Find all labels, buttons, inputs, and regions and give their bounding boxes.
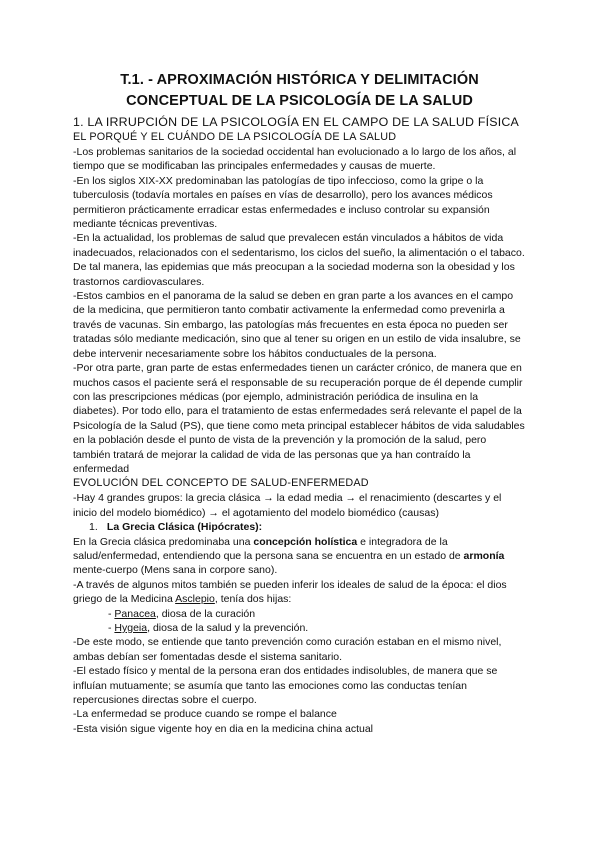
text-run: En la Grecia clásica predominaba una	[73, 535, 254, 548]
section-1-heading: 1. LA IRRUPCIÓN DE LA PSICOLOGÍA EN EL CAMPO DE LA SALUD FÍSICA	[73, 115, 519, 129]
list-item	[73, 607, 526, 621]
paragraph: -De este modo, se entiende que tanto prevención como curación estaban en el mismo nivel, ambas debían ser fomentadas desde el sistema sanitario.	[73, 636, 502, 663]
text-run: e integradora de la salud/enfermedad, entendiendo que la persona sana se encuentra en un estado de	[73, 535, 464, 562]
document-title	[73, 70, 526, 112]
section-2-subheading: EVOLUCIÓN DEL CONCEPTO DE SALUD-ENFERMEDAD	[73, 477, 369, 490]
paragraph: -Esta visión sigue vigente hoy en dia en la medicina china actual	[73, 722, 374, 735]
bullet-dash: -	[108, 607, 115, 620]
bold-term: armonía	[463, 549, 505, 562]
item-colon: :	[258, 521, 263, 534]
paragraph: -El estado físico y mental de la persona eran dos entidades indisolubles, de manera que se influían mutuamente; se asumía que tanto las emociones como las conductas tenían repercusiones directas sobre el cuerpo.	[73, 665, 498, 707]
section-1-subheading: EL PORQUÉ Y EL CUÁNDO DE LA PSICOLOGÍA DE LA SALUD	[73, 131, 397, 143]
paragraph: -Hay 4 grandes grupos: la grecia clásica → la edad media → el renacimiento (descartes y el inicio del modelo biomédico) → el agotamiento del modelo biomédico (causas)	[73, 492, 502, 519]
title-line-2: CONCEPTUAL DE LA PSICOLOGÍA DE LA SALUD	[126, 93, 473, 109]
text-run: , diosa de la salud y la prevención.	[147, 622, 309, 634]
bullet-dash: -	[108, 622, 115, 634]
paragraph	[73, 578, 526, 607]
item-label: La Grecia Clásica (Hipócrates)	[106, 521, 259, 534]
paragraph	[73, 535, 526, 578]
text-run: , tenía dos hijas:	[214, 593, 292, 606]
paragraph: -La enfermedad se produce cuando se rompe el balance	[73, 708, 337, 721]
asclepio-link[interactable]: Asclepio	[175, 593, 215, 606]
bold-term: concepción holística	[253, 535, 358, 548]
paragraph: -Por otra parte, gran parte de estas enfermedades tienen un carácter crónico, de manera que en muchos casos el paciente será el responsable de su recuperación porque de él depende cumplir con las prescripciones médicas (por ejemplo, administración periódica de insulina en la diabetes). Por todo ello, para el tratamiento de estas enfermedades será relevante el papel de la Psicología de la Salud (PS), que tiene como meta principal establecer hábitos de vida saludables en la población desde el punto de vista de la prevención y la promoción de la salud, pero también tratará de mejorar la calidad de vida de las personas que ya han contraído la enfermedad	[73, 362, 525, 475]
paragraph: -Estos cambios en el panorama de la salud se deben en gran parte a los avances en el campo de la medicina, que permitieron tanto combatir activamente la enfermedad como prevenirla a través de vacunas. Sin embargo, las patologías más frecuentes en esta época no pueden ser tratadas sólo mediante medicación, sino que al tener su origen en un estilo de vida insalubre, se debe intervenir necesariamente sobre los hábitos conductuales de la persona.	[73, 290, 521, 360]
numbered-item-1	[73, 520, 526, 534]
text-run: mente-cuerpo (Mens sana in corpore sano).	[73, 564, 278, 577]
item-number: 1.	[89, 521, 98, 534]
paragraph: -Los problemas sanitarios de la sociedad occidental han evolucionado a lo largo de los años, al tiempo que se modificaban las principales enfermedades y causas de muerte.	[73, 146, 517, 173]
hygeia-link[interactable]: Hygeia	[114, 622, 148, 634]
panacea-link[interactable]: Panacea	[114, 607, 156, 620]
paragraph: -En los siglos XIX-XX predominaban las patologías de tipo infeccioso, como la gripe o la tuberculosis (todavía mortales en países en vías de desarrollo), pero los avances médicos permitieron prácticamente erradicar estas enfermedades e incluso controlar su expansión mediante técnicas preventivas.	[73, 174, 493, 231]
paragraph: -En la actualidad, los problemas de salud que prevalecen están vinculados a hábitos de vida inadecuados, relacionados con el sedentarismo, los ciclos del sueño, la alimentación o el tabaco. De tal manera, las epidemias que más preocupan a la sociedad moderna son la obesidad y los trastornos cardiovasculares.	[73, 232, 525, 288]
text-run: -A través de algunos mitos también se pueden inferir los ideales de salud de la época: el dios griego de la Medicina	[73, 578, 507, 606]
list-item	[73, 621, 526, 635]
text-run: , diosa de la curación	[155, 607, 256, 620]
title-line-1: T.1. - APROXIMACIÓN HISTÓRICA Y DELIMITACIÓN	[120, 72, 479, 88]
